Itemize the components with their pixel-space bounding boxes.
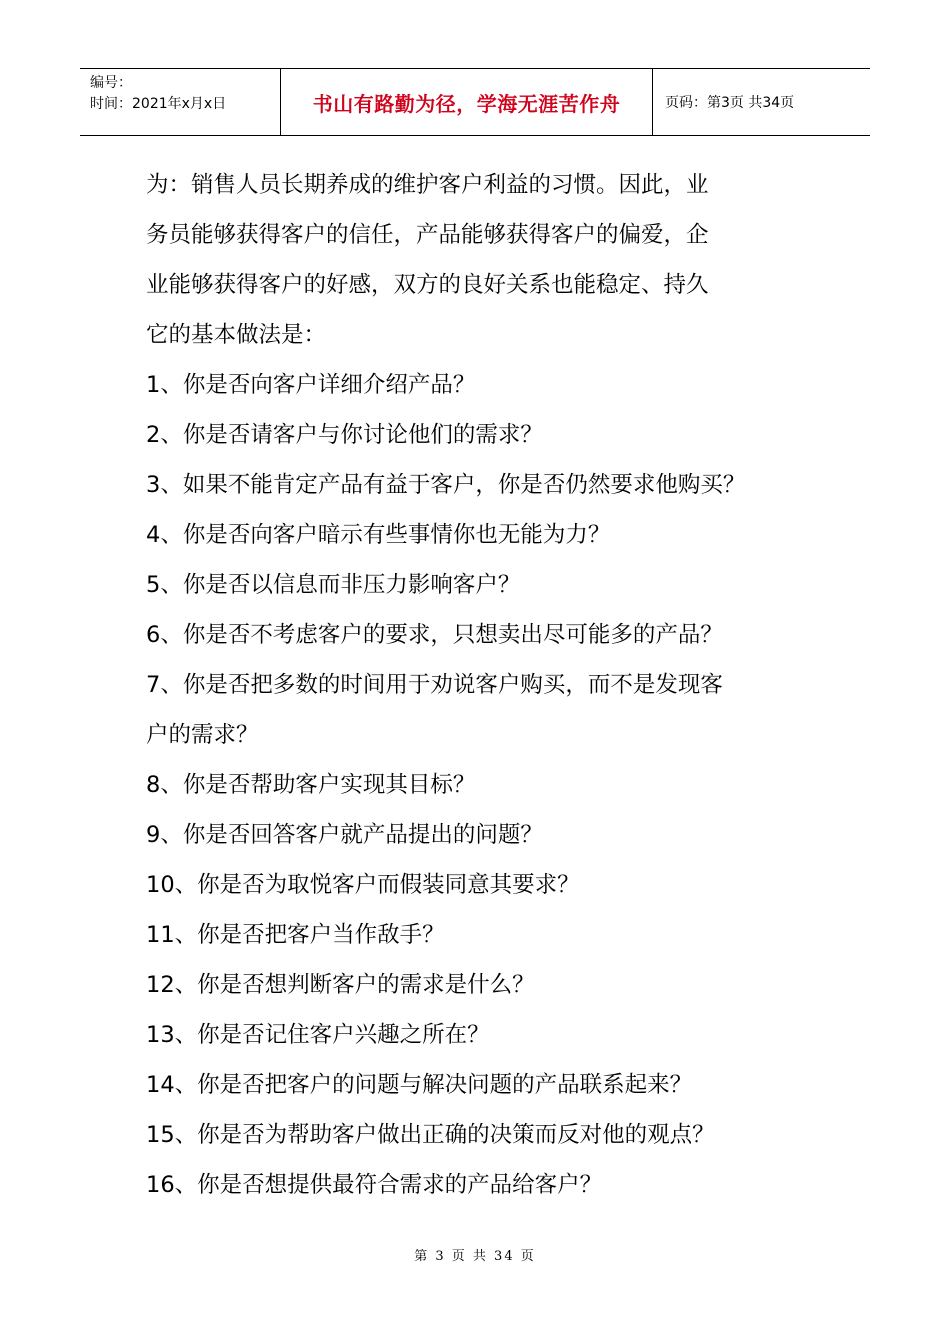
- body-line: 为：销售人员长期养成的维护客户利益的习惯。因此，业: [146, 172, 709, 198]
- header-motto: 书山有路勤为径，学海无涯苦作舟: [281, 69, 653, 135]
- question-item: 10、你是否为取悦客户而假装同意其要求？: [146, 872, 580, 898]
- body-line: 务员能够获得客户的信任，产品能够获得客户的偏爱，企: [146, 222, 709, 248]
- question-item: 8、你是否帮助客户实现其目标？: [146, 772, 476, 798]
- body-line: 业能够获得客户的好感，双方的良好关系也能稳定、持久: [146, 272, 709, 298]
- question-item: 5、你是否以信息而非压力影响客户？: [146, 572, 521, 598]
- document-body: [146, 160, 826, 1210]
- question-item: 12、你是否想判断客户的需求是什么？: [146, 972, 535, 998]
- question-item: 13、你是否记住客户兴趣之所在？: [146, 1022, 490, 1048]
- question-item: 3、如果不能肯定产品有益于客户，你是否仍然要求他购买？: [146, 472, 746, 498]
- question-item: 16、你是否想提供最符合需求的产品给客户？: [146, 1172, 603, 1198]
- question-item: 1、你是否向客户详细介绍产品？: [146, 372, 476, 398]
- header-meta: [80, 69, 281, 135]
- header-page-info: 页码：第3页 共34页: [665, 95, 795, 111]
- question-item: 2、你是否请客户与你讨论他们的需求？: [146, 422, 543, 448]
- header-number-label: 编号：: [90, 75, 132, 91]
- question-item: 6、你是否不考虑客户的要求，只想卖出尽可能多的产品？: [146, 622, 723, 648]
- question-item: 14、你是否把客户的问题与解决问题的产品联系起来？: [146, 1072, 693, 1098]
- question-item: 15、你是否为帮助客户做出正确的决策而反对他的观点？: [146, 1122, 715, 1148]
- page-footer: 第 3 页 共 34 页: [414, 1249, 536, 1264]
- question-item: 11、你是否把客户当作敌手？: [146, 922, 445, 948]
- question-item: 户的需求？: [146, 722, 259, 748]
- question-item: 7、你是否把多数的时间用于劝说客户购买，而不是发现客: [146, 672, 723, 698]
- page-header: [80, 68, 870, 136]
- question-item: 9、你是否回答客户就产品提出的问题？: [146, 822, 543, 848]
- header-date-label: 时间：2021年x月x日: [90, 96, 227, 112]
- body-line: 它的基本做法是：: [146, 322, 327, 348]
- question-item: 4、你是否向客户暗示有些事情你也无能为力？: [146, 522, 611, 548]
